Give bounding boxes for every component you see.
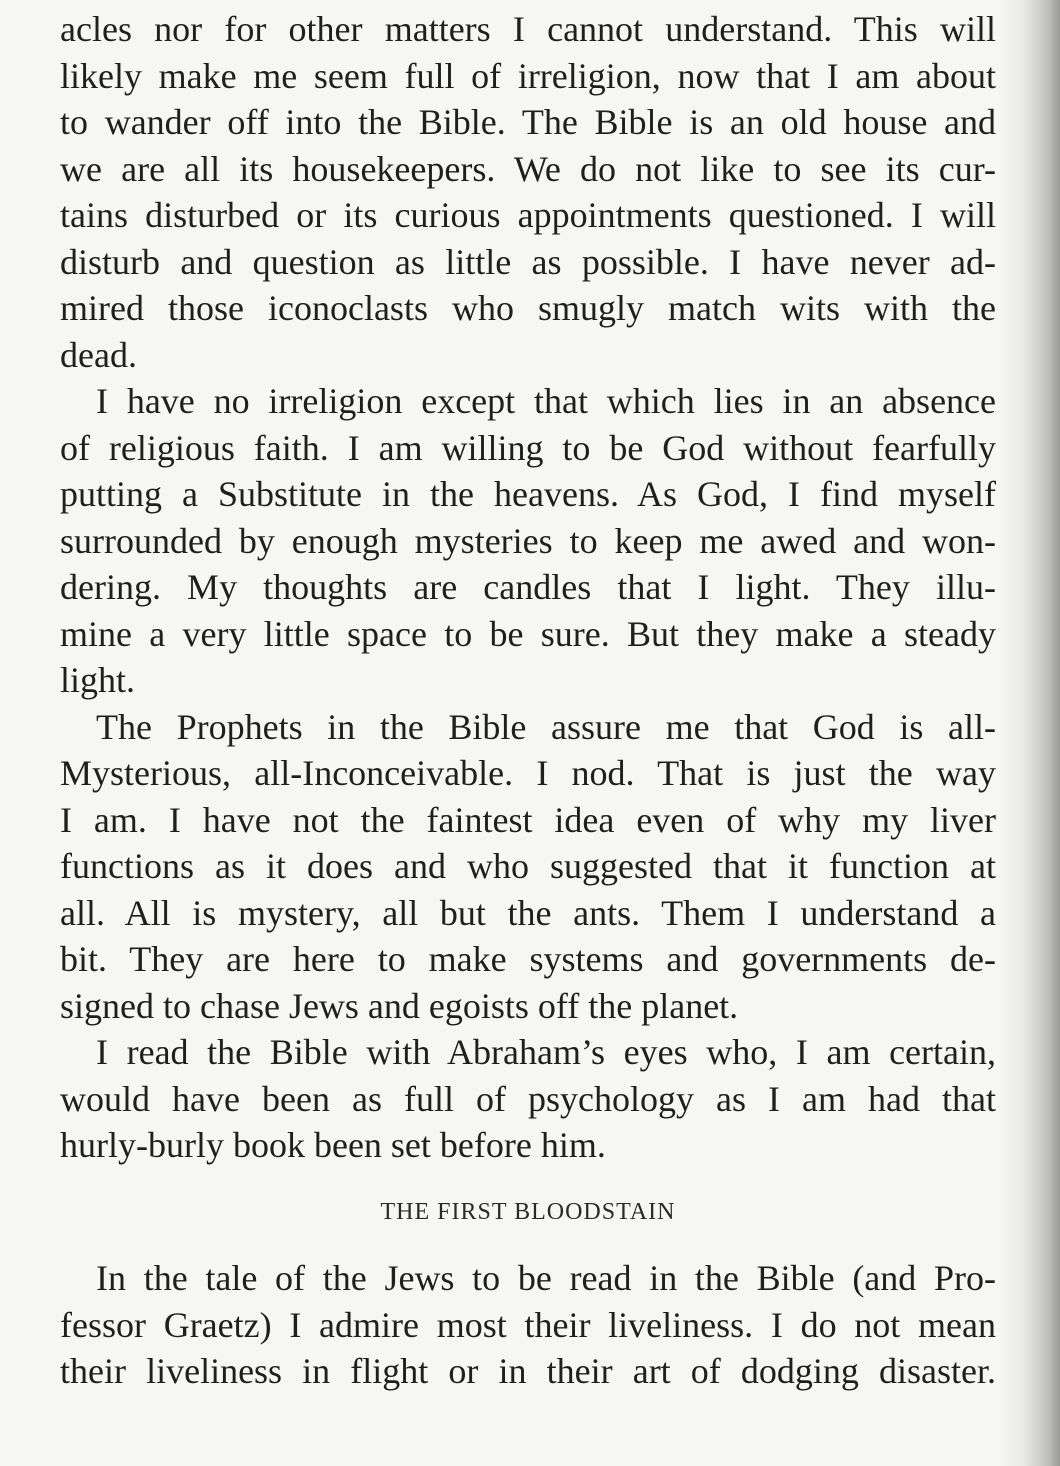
text-line: to wander off into the Bible. The Bible is an old house and bbox=[60, 102, 996, 142]
text-line: bit. They are here to make systems and governments de- bbox=[60, 939, 996, 979]
text-line: I read the Bible with Abraham’s eyes who, I am certain, bbox=[96, 1032, 996, 1072]
text-line: Mysterious, all-Inconceivable. I nod. That is just the way bbox=[60, 753, 996, 793]
page-edge-shadow bbox=[1000, 0, 1060, 1466]
text-line: The Prophets in the Bible assure me that God is all- bbox=[96, 706, 996, 747]
text-line: dering. My thoughts are candles that I light. They illu- bbox=[60, 567, 996, 607]
text-line: In the tale of the Jews to be read in the Bible (and Pro- bbox=[96, 1258, 996, 1298]
paragraph-1 bbox=[60, 6, 996, 378]
text-line: mired those iconoclasts who smugly match wits with the bbox=[60, 288, 996, 328]
text-line: putting a Substitute in the heavens. As God, I find myself bbox=[60, 474, 996, 514]
paragraph-3 bbox=[60, 704, 996, 1030]
text-line: would have been as full of psychology as I am had that bbox=[60, 1078, 996, 1119]
section-spacer bbox=[60, 1169, 996, 1189]
page-text bbox=[60, 6, 996, 1395]
text-line: their liveliness in flight or in their art of dodging disaster. bbox=[60, 1351, 996, 1391]
text-line: surrounded by enough mysteries to keep me awed and won- bbox=[60, 520, 996, 561]
text-line: I am. I have not the faintest idea even of why my liver bbox=[60, 799, 996, 840]
text-line: all. All is mystery, all but the ants. Them I understand a bbox=[60, 892, 996, 933]
text-line: acles nor for other matters I cannot understand. This will bbox=[60, 9, 996, 49]
text-line: hurly-burly book been set before him. bbox=[60, 1125, 606, 1165]
section-heading: THE FIRST BLOODSTAIN bbox=[380, 1198, 676, 1225]
text-line: light. bbox=[60, 660, 136, 700]
section-spacer bbox=[60, 1235, 996, 1255]
text-line: tains disturbed or its curious appointments questioned. I will bbox=[60, 195, 996, 235]
paragraph-4 bbox=[60, 1029, 996, 1169]
text-line: disturb and question as little as possible. I have never ad- bbox=[60, 241, 996, 282]
text-line: we are all its housekeepers. We do not like to see its cur- bbox=[60, 148, 996, 189]
text-line: fessor Graetz) I admire most their liveliness. I do not mean bbox=[60, 1304, 996, 1345]
text-line: mine a very little space to be sure. But they make a steady bbox=[60, 613, 996, 654]
text-line: signed to chase Jews and egoists off the planet. bbox=[60, 985, 739, 1026]
text-line: functions as it does and who suggested that it function at bbox=[60, 846, 996, 886]
section-paragraph bbox=[60, 1255, 996, 1395]
text-line: I have no irreligion except that which lies in an absence bbox=[96, 381, 996, 421]
paragraph-2 bbox=[60, 378, 996, 704]
text-line: of religious faith. I am willing to be God without fearfully bbox=[60, 427, 996, 468]
text-line: dead. bbox=[60, 334, 137, 375]
text-line: likely make me seem full of irreligion, now that I am about bbox=[60, 55, 996, 96]
